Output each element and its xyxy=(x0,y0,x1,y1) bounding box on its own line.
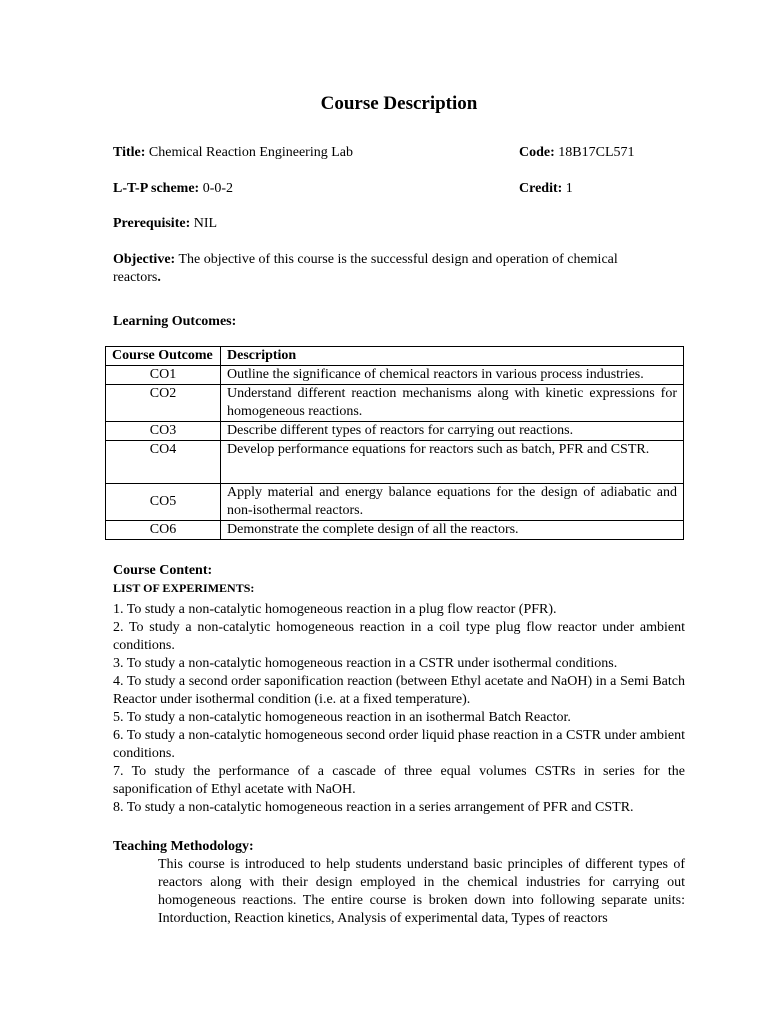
list-item: 3. To study a non-catalytic homogeneous reaction in a CSTR under isothermal conditions. xyxy=(113,656,618,671)
credit-field xyxy=(519,180,573,198)
description-cell: Apply material and energy balance equations for the design of adiabatic and non-isothermal reactors. xyxy=(221,484,684,521)
list-item: 5. To study a non-catalytic homogeneous reaction in an isothermal Batch Reactor. xyxy=(113,710,571,725)
table-row xyxy=(106,521,684,540)
table-row xyxy=(106,441,684,484)
ltp-value: 0-0-2 xyxy=(202,181,234,196)
table-row xyxy=(106,385,684,422)
ltp-field xyxy=(113,180,233,198)
learning-outcomes-table xyxy=(105,346,684,540)
learning-outcomes-heading: Learning Outcomes: xyxy=(113,314,237,329)
table-row xyxy=(106,484,684,521)
title-field xyxy=(113,144,353,162)
prerequisite-field xyxy=(113,215,217,233)
prerequisite-label: Prerequisite: xyxy=(113,216,191,231)
list-item: 1. To study a non-catalytic homogeneous reaction in a plug flow reactor (PFR). xyxy=(113,602,557,617)
course-content-heading: Course Content: xyxy=(113,563,213,578)
list-item: 4. To study a second order saponification reaction (between Ethyl acetate and NaOH) in a Semi Batch Reactor under isothermal condition (i.e. at a fixed temperature). xyxy=(113,674,685,707)
ltp-label: L-T-P scheme: xyxy=(113,181,200,196)
description-cell: Describe different types of reactors for carrying out reactions. xyxy=(221,422,684,441)
description-cell: Demonstrate the complete design of all the reactors. xyxy=(221,521,684,540)
title-value: Chemical Reaction Engineering Lab xyxy=(148,145,353,160)
page-title: Course Description xyxy=(320,93,478,114)
co-cell: CO6 xyxy=(106,521,221,540)
list-item: 8. To study a non-catalytic homogeneous reaction in a series arrangement of PFR and CSTR. xyxy=(113,800,634,815)
column-header-description: Description xyxy=(221,347,684,366)
teaching-methodology-text: This course is introduced to help students understand basic principles of different types of reactors along with their design employed in the chemical industries for carrying out homogeneous reactions. The entire course is broken down into following separate units: Intorduction, Reaction kinetics, Analysis of experimental data, Types of reactors xyxy=(158,857,685,926)
co-cell: CO4 xyxy=(106,441,221,484)
description-cell: Outline the significance of chemical reactors in various process industries. xyxy=(221,366,684,385)
table-row xyxy=(106,366,684,385)
table-header-row xyxy=(106,347,684,366)
credit-label: Credit: xyxy=(519,181,563,196)
objective-label: Objective: xyxy=(113,252,176,267)
teaching-methodology-heading: Teaching Methodology: xyxy=(113,839,254,854)
code-field xyxy=(519,144,635,162)
prerequisite-value: NIL xyxy=(193,216,218,231)
title-label: Title: xyxy=(113,145,146,160)
experiments-subheading: LIST OF EXPERIMENTS: xyxy=(113,581,255,595)
objective-text-end: reactors xyxy=(113,270,158,285)
code-label: Code: xyxy=(519,145,555,160)
objective-paragraph: Objective: The objective of this course is the successful design and operation of chemical reactors. xyxy=(113,252,618,285)
list-item: 2. To study a non-catalytic homogeneous reaction in a coil type plug flow reactor under ambient conditions. xyxy=(113,620,685,653)
code-value: 18B17CL571 xyxy=(558,145,635,160)
column-header-course-outcome: Course Outcome xyxy=(106,347,221,366)
co-cell: CO5 xyxy=(106,484,221,521)
co-cell: CO2 xyxy=(106,385,221,422)
table-row xyxy=(106,422,684,441)
list-item: 7. To study the performance of a cascade of three equal volumes CSTRs in series for the saponification of Ethyl acetate with NaOH. xyxy=(113,764,685,797)
list-item: 6. To study a non-catalytic homogeneous second order liquid phase reaction in a CSTR under ambient conditions. xyxy=(113,728,685,761)
experiment-list xyxy=(113,601,685,817)
objective-text: The objective of this course is the successful design and operation of chemical xyxy=(178,252,618,267)
co-cell: CO1 xyxy=(106,366,221,385)
description-cell: Understand different reaction mechanisms along with kinetic expressions for homogeneous reactions. xyxy=(221,385,684,422)
co-cell: CO3 xyxy=(106,422,221,441)
description-cell: Develop performance equations for reactors such as batch, PFR and CSTR. xyxy=(221,441,684,484)
credit-value: 1 xyxy=(565,181,573,196)
